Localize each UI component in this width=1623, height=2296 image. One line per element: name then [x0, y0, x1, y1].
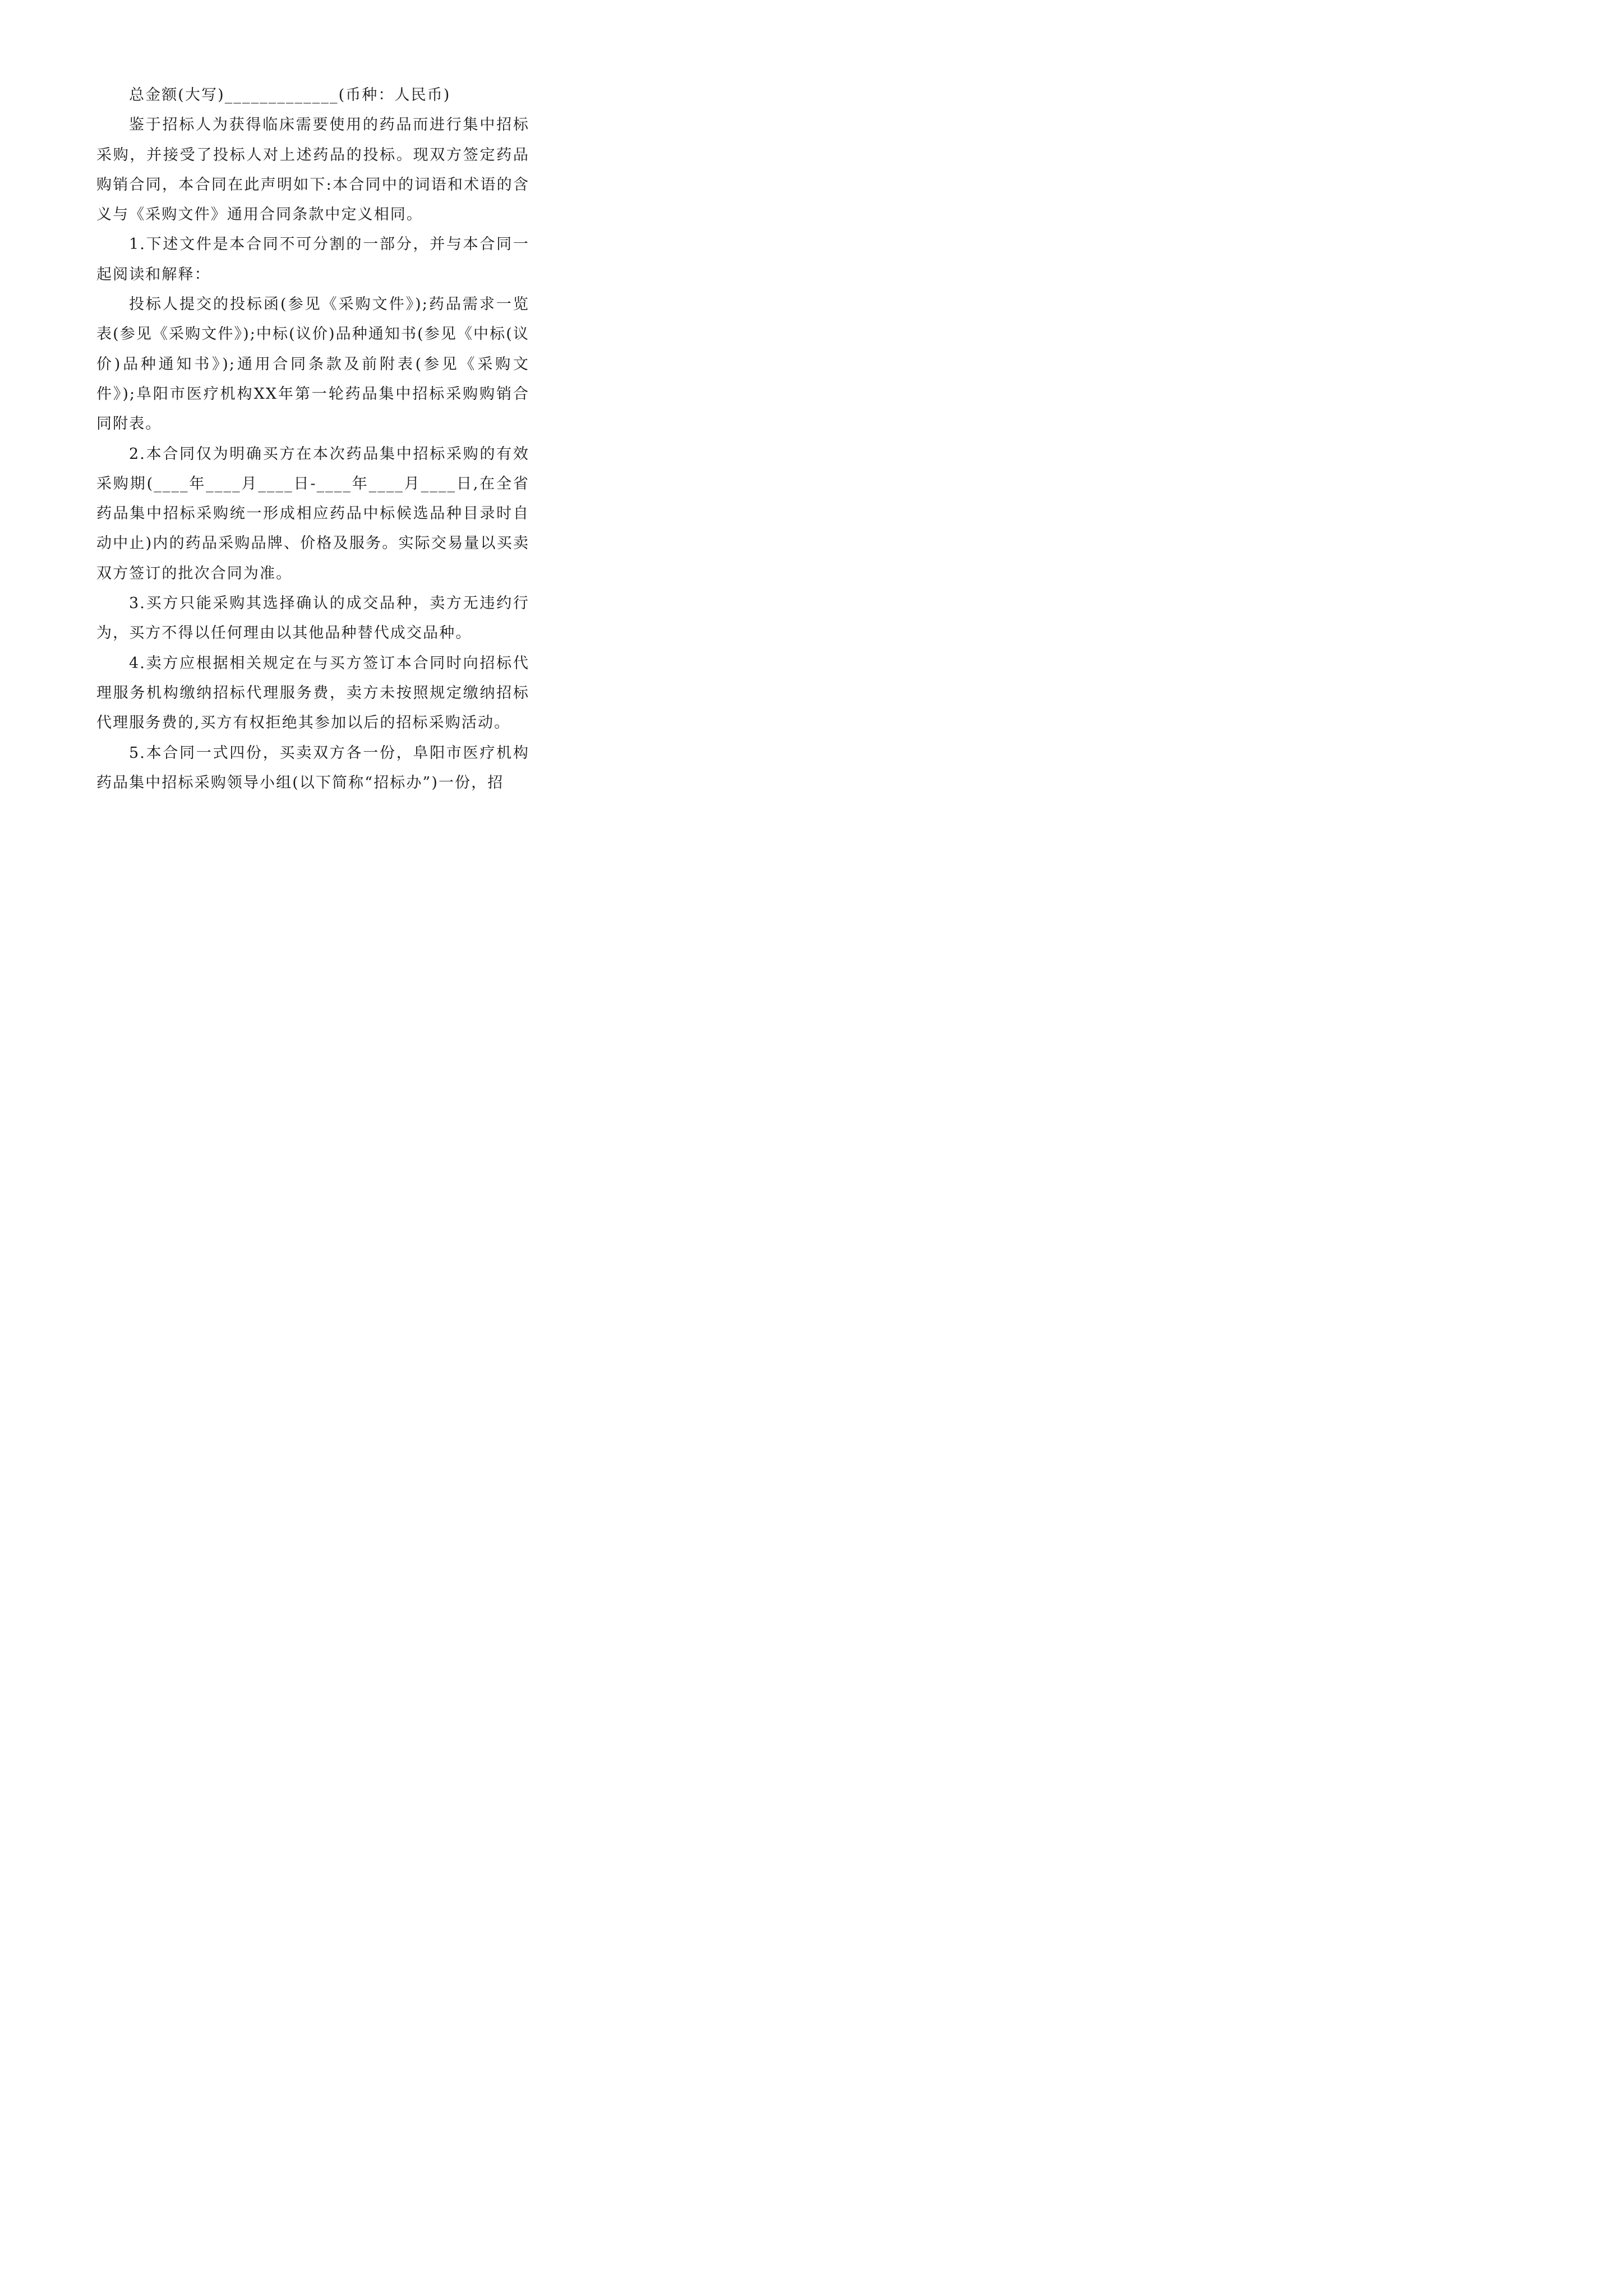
clause-5-paragraph: 5.本合同一式四份，买卖双方各一份，阜阳市医疗机构药品集中招标采购领导小组(以下简称“招标办”)一份，招 — [96, 744, 529, 792]
clause-4-paragraph: 4.卖方应根据相关规定在与买方签订本合同时向招标代理服务机构缴纳招标代理服务费，卖方未按照规定缴纳招标代理服务费的,买方有权拒绝其参加以后的招标采购活动。 — [96, 654, 529, 732]
clause-1-paragraph: 1.下述文件是本合同不可分割的一部分，并与本合同一起阅读和解释： — [96, 236, 529, 283]
clause-1-documents-paragraph: 投标人提交的投标函(参见《采购文件》);药品需求一览表(参见《采购文件》);中标(议价)品种通知书(参见《中标(议价)品种通知书》);通用合同条款及前附表(参见《采购文件》);阜阳市医疗机构XX年第一轮药品集中招标采购购销合同附表。 — [96, 296, 529, 433]
clause-2-paragraph: 2.本合同仅为明确买方在本次药品集中招标采购的有效采购期(____年____月____日-____年____月____日,在全省药品集中招标采购统一形成相应药品中标候选品种目录时自动中止)内的药品采购品牌、价格及服务。实际交易量以买卖双方签订的批次合同为准。 — [96, 445, 529, 582]
total-amount-line: 总金额(大写)_____________(币种：人民币) — [129, 86, 451, 104]
document-page — [96, 80, 529, 798]
clause-3-paragraph: 3.买方只能采购其选择确认的成交品种，卖方无违约行为，买方不得以任何理由以其他品种替代成交品种。 — [96, 595, 529, 642]
preamble-paragraph: 鉴于招标人为获得临床需要使用的药品而进行集中招标采购，并接受了投标人对上述药品的投标。现双方签定药品购销合同，本合同在此声明如下:本合同中的词语和术语的含义与《采购文件》通用合同条款中定义相同。 — [96, 116, 529, 224]
